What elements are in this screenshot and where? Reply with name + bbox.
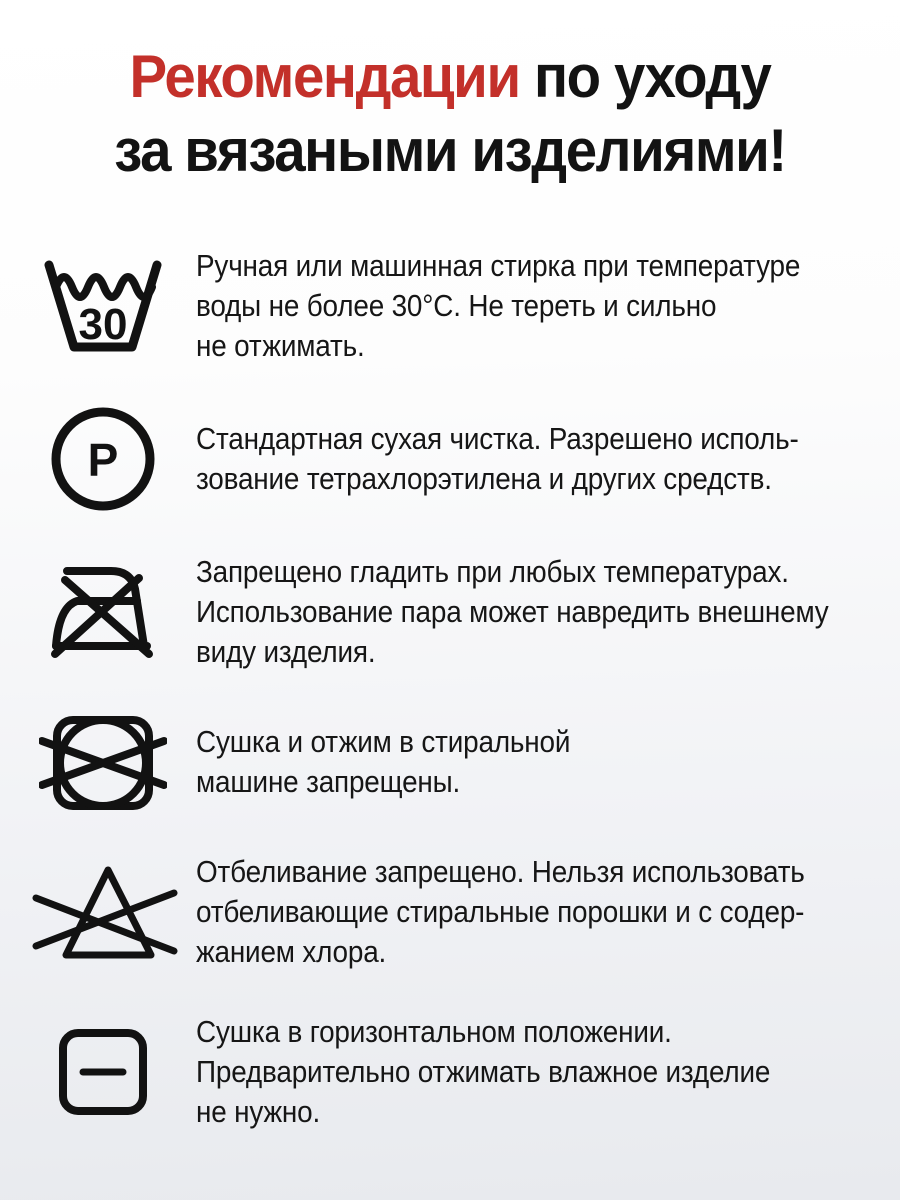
page-title xyxy=(27,40,873,188)
dry-flat-icon xyxy=(58,1028,148,1116)
item-text xyxy=(196,722,570,802)
dry-clean-p-icon xyxy=(50,406,156,512)
no-iron-icon xyxy=(49,565,157,659)
text-line: не нужно. xyxy=(196,1094,321,1129)
title-line-1 xyxy=(27,40,873,114)
icon-cell xyxy=(0,565,196,659)
text-line: Стандартная сухая чистка. Разрешено исполь- xyxy=(196,421,799,456)
no-tumble-dry-icon xyxy=(39,712,167,812)
wash-temperature-label: 30 xyxy=(78,300,128,349)
text-line: Использование пара может навредить внешнему xyxy=(196,594,829,629)
text-line: не отжимать. xyxy=(196,328,365,363)
wash-30-icon xyxy=(42,253,164,359)
list-item-dry-clean xyxy=(0,406,900,512)
icon-cell xyxy=(0,406,196,512)
text-line: Предварительно отжимать влажное изделие xyxy=(196,1054,771,1089)
title-word-accent: Рекомендации xyxy=(129,43,520,110)
list-item-no-bleach xyxy=(0,852,900,972)
icon-cell xyxy=(0,862,196,962)
icon-cell xyxy=(0,253,196,359)
item-text xyxy=(196,1012,770,1132)
dry-clean-letter: P xyxy=(87,434,119,486)
list-item-wash xyxy=(0,246,900,366)
item-text xyxy=(196,419,799,499)
text-line: Сушка в горизонтальном положении. xyxy=(196,1014,672,1049)
title-line-2: за вязаными изделиями! xyxy=(114,117,786,184)
text-line: зование тетрахлорэтилена и других средств. xyxy=(196,461,772,496)
text-line: виду изделия. xyxy=(196,634,376,669)
list-item-no-tumble-dry xyxy=(0,712,900,812)
list-item-no-iron xyxy=(0,552,900,672)
care-items-list xyxy=(0,246,900,1132)
title-line1-rest: по уходу xyxy=(519,43,771,110)
text-line: Сушка и отжим в стиральной xyxy=(196,724,571,759)
text-line: воды не более 30°С. Не тереть и сильно xyxy=(196,288,717,323)
no-bleach-icon xyxy=(26,862,181,962)
icon-cell xyxy=(0,712,196,812)
text-line: Отбеливание запрещено. Нельзя использовать xyxy=(196,854,805,889)
text-line: Ручная или машинная стирка при температуре xyxy=(196,248,801,283)
icon-cell xyxy=(0,1028,196,1116)
item-text xyxy=(196,552,829,672)
text-line: машине запрещены. xyxy=(196,764,461,799)
list-item-dry-flat xyxy=(0,1012,900,1132)
item-text xyxy=(196,852,805,972)
text-line: Запрещено гладить при любых температурах. xyxy=(196,554,789,589)
item-text xyxy=(196,246,800,366)
text-line: отбеливающие стиральные порошки и с содер- xyxy=(196,894,805,929)
text-line: жанием хлора. xyxy=(196,934,387,969)
